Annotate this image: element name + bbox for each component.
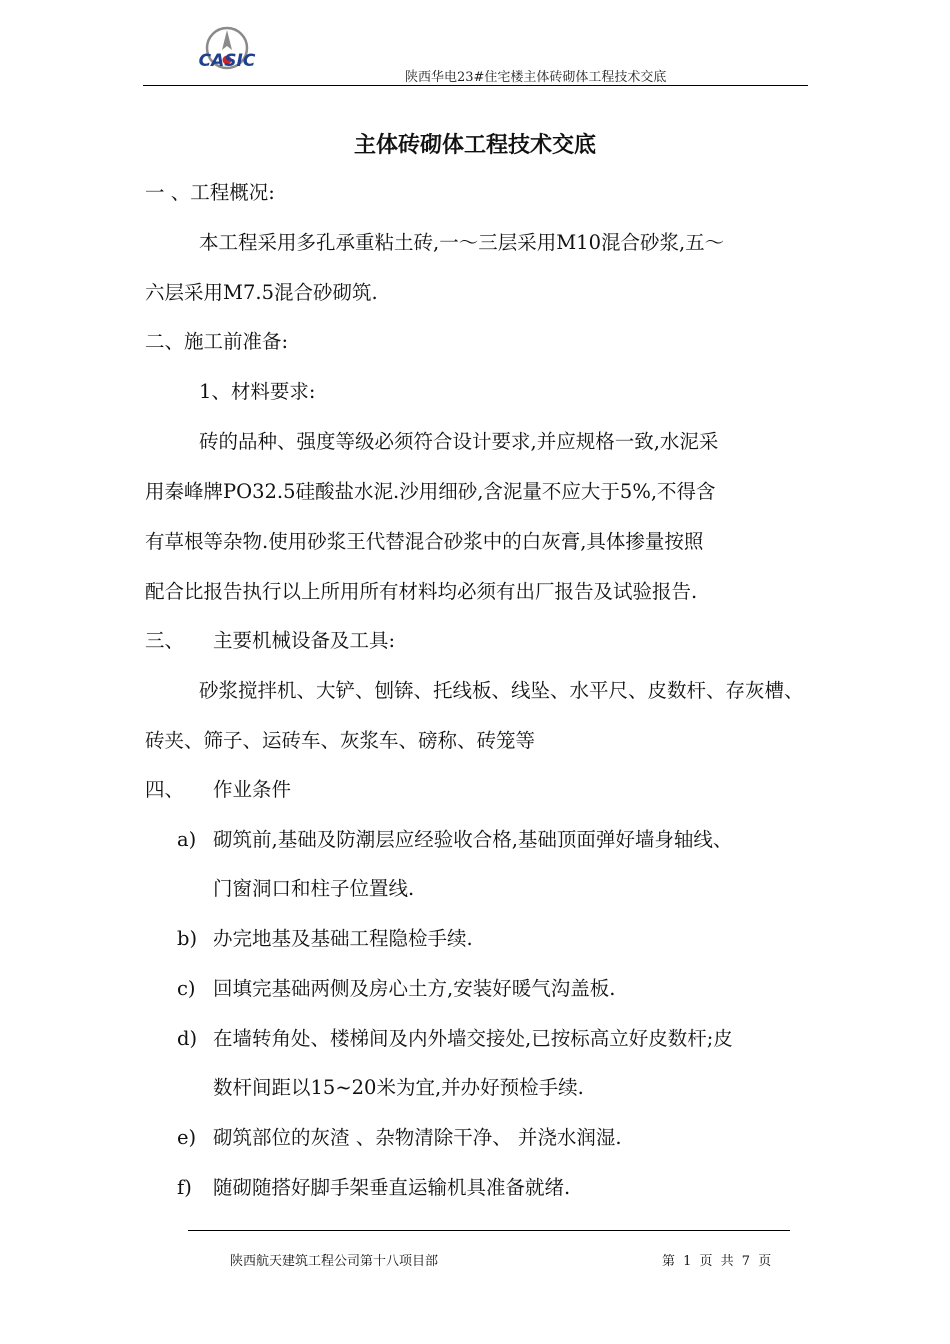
list-item-text: 在墙转角处、楼梯间及内外墙交接处,已按标高立好皮数杆;皮	[213, 1027, 733, 1050]
list-item-marker: f)	[177, 1176, 192, 1199]
section-2-paragraph-line-4: 配合比报告执行以上所用所有材料均必须有出厂报告及试验报告.	[145, 580, 698, 603]
header-divider	[143, 85, 808, 86]
section-3-paragraph-line-1: 砂浆搅拌机、大铲、刨锛、托线板、线坠、水平尺、皮数杆、存灰槽、	[199, 679, 804, 702]
section-3-heading: 主要机械设备及工具:	[213, 629, 396, 652]
section-2-subheading: 1、材料要求:	[199, 380, 316, 403]
list-item-marker: e)	[177, 1126, 197, 1149]
footer-company: 陕西航天建筑工程公司第十八项目部	[230, 1254, 439, 1269]
list-item-marker: b)	[177, 927, 198, 950]
logo-rocket-icon	[222, 30, 232, 50]
list-item-marker: d)	[177, 1027, 198, 1050]
section-2-paragraph-line-1: 砖的品种、强度等级必须符合设计要求,并应规格一致,水泥采	[199, 430, 719, 453]
section-3-paragraph-line-2: 砖夹、筛子、运砖车、灰浆车、磅称、砖笼等	[145, 729, 536, 752]
page-title: 主体砖砌体工程技术交底	[353, 133, 596, 158]
section-4-heading: 作业条件	[213, 778, 292, 801]
list-item-marker: a)	[177, 828, 197, 851]
list-item-text-continued: 数杆间距以15~20米为宜,并办好预检手续.	[213, 1076, 584, 1099]
list-item-text-continued: 门窗洞口和柱子位置线.	[213, 877, 415, 900]
document-header: 陕西华电23#住宅楼主体砖砌体工程技术交底	[405, 70, 667, 85]
list-item-text: 砌筑前,基础及防潮层应经验收合格,基础顶面弹好墙身轴线、	[213, 828, 733, 851]
section-1-heading: 一 、工程概况:	[145, 181, 275, 204]
logo-text: CASIC	[198, 51, 256, 71]
section-1-paragraph-line-1: 本工程采用多孔承重粘土砖,一～三层采用M10混合砂浆,五～	[199, 231, 725, 254]
list-item-text: 回填完基础两侧及房心土方,安装好暖气沟盖板.	[213, 977, 616, 1000]
footer-divider	[188, 1230, 790, 1231]
list-item-text: 随砌随搭好脚手架垂直运输机具准备就绪.	[213, 1176, 571, 1199]
company-logo	[186, 24, 268, 78]
list-item-marker: c)	[177, 977, 196, 1000]
list-item-text: 砌筑部位的灰渣 、杂物清除干净、 并浇水润湿.	[213, 1126, 622, 1149]
section-3-number: 三、	[145, 629, 185, 652]
list-item-text: 办完地基及基础工程隐检手续.	[213, 927, 473, 950]
footer-page-number: 第 1 页 共 7 页	[662, 1254, 772, 1269]
section-1-paragraph-line-2: 六层采用M7.5混合砂砌筑.	[145, 281, 378, 304]
section-2-heading: 二、施工前准备:	[145, 330, 289, 353]
section-2-paragraph-line-3: 有草根等杂物.使用砂浆王代替混合砂浆中的白灰膏,具体掺量按照	[145, 530, 704, 553]
section-2-paragraph-line-2: 用秦峰牌PO32.5硅酸盐水泥.沙用细砂,含泥量不应大于5%,不得含	[145, 480, 716, 503]
section-4-number: 四、	[145, 778, 185, 801]
